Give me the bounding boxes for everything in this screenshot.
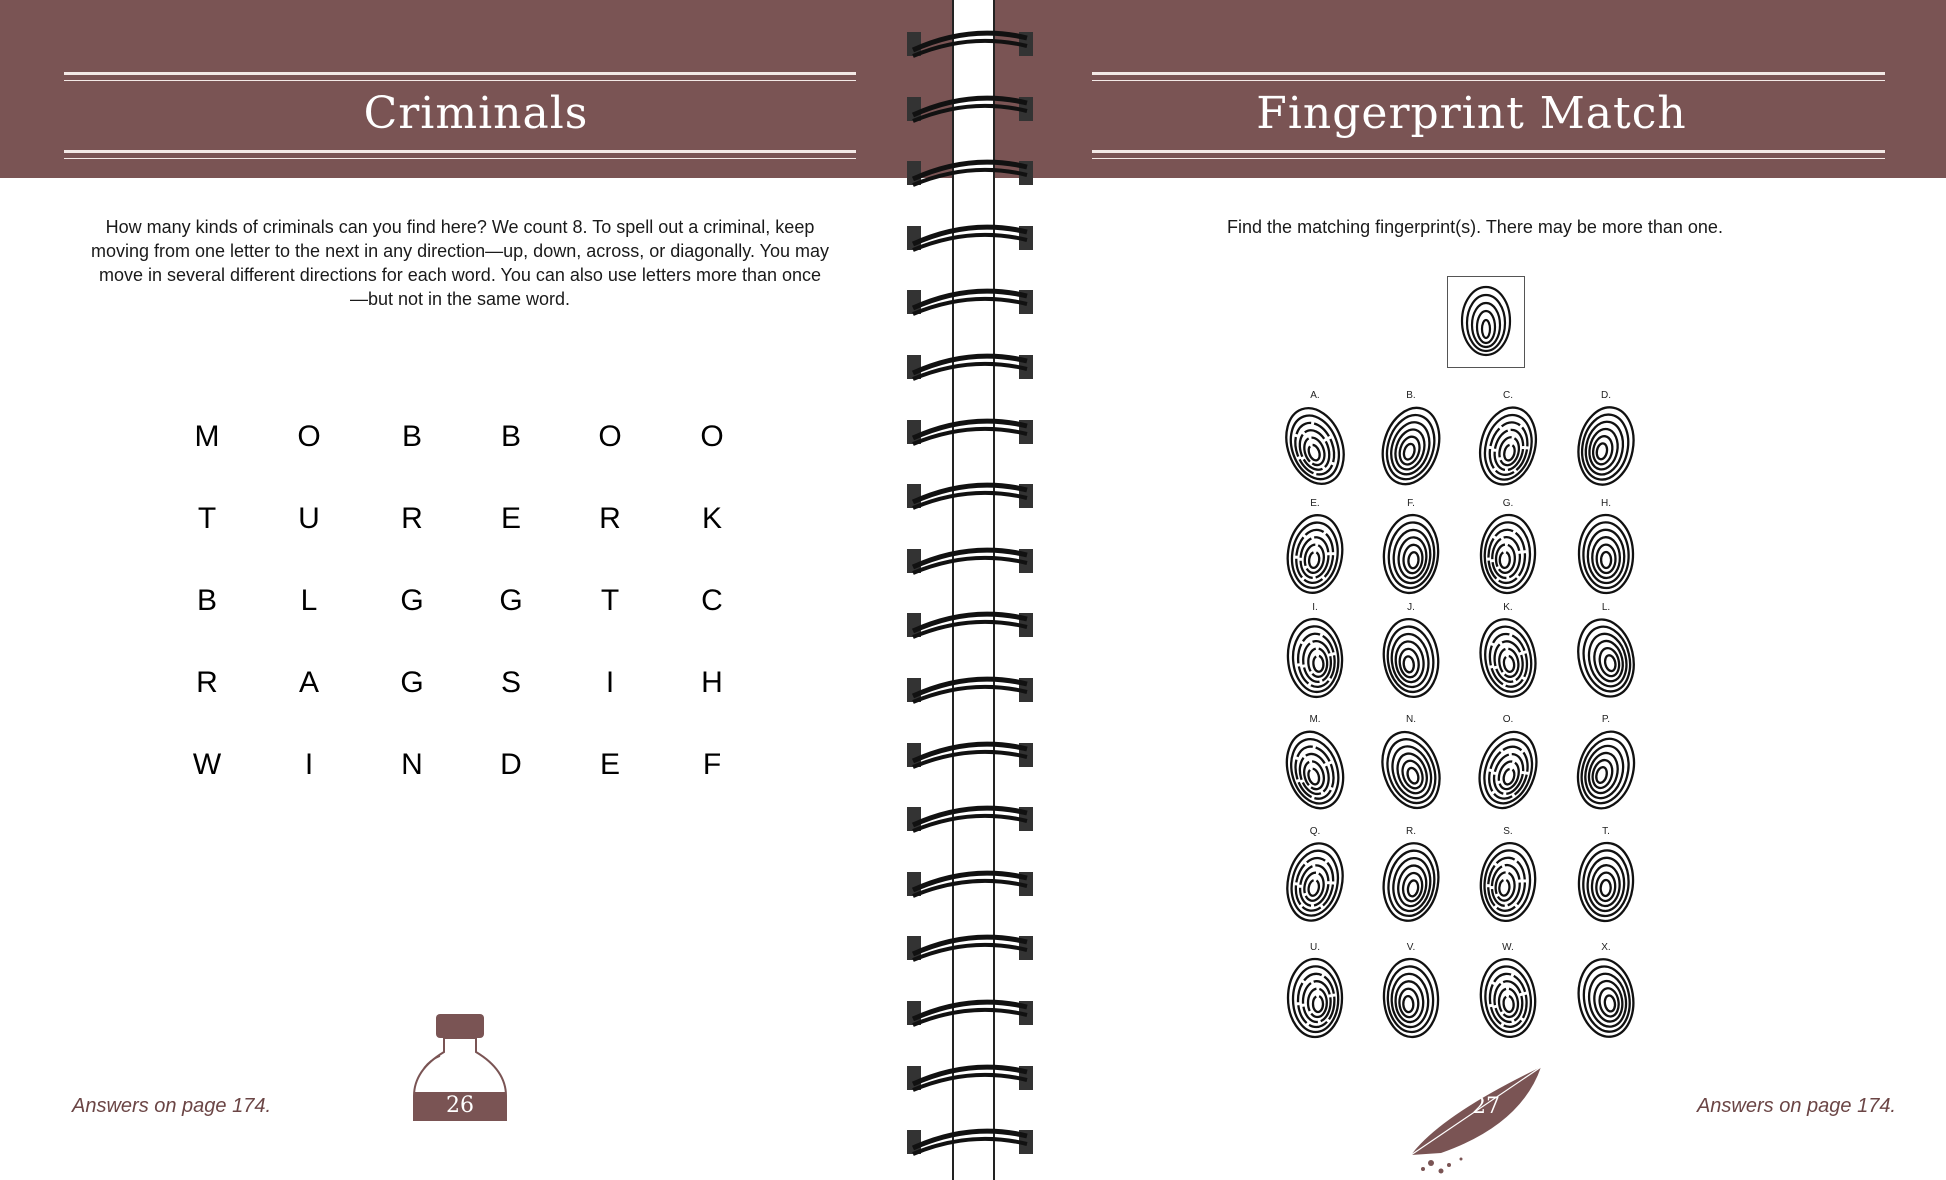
grid-letter: G [499, 584, 523, 617]
fingerprint-label: H. [1601, 498, 1611, 509]
grid-letter: O [297, 420, 321, 453]
fingerprint-icon[interactable] [1576, 956, 1636, 1040]
grid-letter: T [600, 584, 620, 617]
banner-rule [64, 158, 856, 159]
grid-letter: H [701, 666, 723, 699]
spiral-ring [905, 282, 1035, 322]
fingerprint-label: R. [1406, 826, 1416, 837]
quill-feather-icon [1401, 1065, 1551, 1175]
spiral-ring [905, 605, 1035, 645]
fingerprint-icon[interactable] [1576, 616, 1636, 700]
fingerprint-label: E. [1310, 498, 1320, 509]
grid-letter: R [196, 666, 218, 699]
page-title-fingerprint: Fingerprint Match [1256, 88, 1687, 139]
banner-rule [64, 72, 856, 75]
grid-letter: I [605, 666, 615, 699]
fingerprint-label: D. [1601, 390, 1611, 401]
banner-rule [1092, 72, 1885, 75]
banner-rule [64, 150, 856, 153]
fingerprint-label: S. [1503, 826, 1513, 837]
grid-letter: O [700, 420, 724, 453]
grid-letter: L [300, 584, 318, 617]
grid-letter: U [298, 502, 320, 535]
grid-letter: E [599, 748, 620, 781]
fingerprint-icon[interactable] [1381, 956, 1441, 1040]
fingerprint-icon[interactable] [1381, 616, 1441, 700]
fingerprint-icon[interactable] [1285, 404, 1345, 488]
grid-letter: B [401, 420, 422, 453]
fingerprint-icon[interactable] [1478, 840, 1538, 924]
right-page [993, 0, 1946, 1180]
spiral-ring [905, 89, 1035, 129]
spiral-ring [905, 1058, 1035, 1098]
fingerprint-icon[interactable] [1381, 728, 1441, 812]
criminals-instructions: How many kinds of criminals can you find here? We count 8. To spell out a criminal, keep moving from one letter to the next in any direction—up, down, across, or diagonally. You may move in several different directions for each word. You can also use letters more than once—but not in the same word. [90, 217, 830, 309]
grid-letter: R [401, 502, 423, 535]
left-page [0, 0, 954, 1180]
fingerprint-icon[interactable] [1576, 512, 1636, 596]
fingerprint-label: V. [1406, 942, 1416, 953]
fingerprint-label: Q. [1309, 826, 1321, 837]
fingerprint-instructions: Find the matching fingerprint(s). There may be more than one. [1227, 217, 1723, 237]
grid-letter: R [599, 502, 621, 535]
grid-letter: A [298, 666, 319, 699]
fingerprint-label: X. [1601, 942, 1611, 953]
target-fingerprint-frame [1447, 276, 1525, 368]
spiral-ring [905, 541, 1035, 581]
fingerprint-icon[interactable] [1285, 956, 1345, 1040]
fingerprint-label: N. [1406, 714, 1416, 725]
grid-letter: K [701, 502, 722, 535]
grid-letter: O [598, 420, 622, 453]
grid-letter: F [702, 748, 722, 781]
banner-rule [1092, 150, 1885, 153]
fingerprint-icon[interactable] [1478, 956, 1538, 1040]
target-fingerprint-icon [1460, 285, 1512, 357]
fingerprint-icon[interactable] [1285, 512, 1345, 596]
grid-letter: D [500, 748, 522, 781]
spiral-ring [905, 670, 1035, 710]
spiral-ring [905, 993, 1035, 1033]
fingerprint-icon[interactable] [1381, 404, 1441, 488]
grid-letter: G [400, 584, 424, 617]
spiral-ring [905, 799, 1035, 839]
page-title-criminals: Criminals [363, 88, 589, 139]
banner-rule [1092, 80, 1885, 81]
fingerprint-label: K. [1503, 602, 1513, 613]
grid-letter: W [192, 748, 222, 781]
fingerprint-label: W. [1502, 942, 1514, 953]
spiral-ring [905, 928, 1035, 968]
fingerprint-icon[interactable] [1576, 404, 1636, 488]
fingerprint-label: J. [1407, 602, 1415, 613]
fingerprint-label: I. [1312, 602, 1318, 613]
spiral-ring [905, 347, 1035, 387]
grid-letter: B [196, 584, 217, 617]
fingerprint-label: A. [1310, 390, 1320, 401]
spiral-ring [905, 412, 1035, 452]
left-banner [0, 0, 952, 178]
grid-letter: C [701, 584, 723, 617]
fingerprint-label: L. [1601, 602, 1611, 613]
fingerprint-label: U. [1310, 942, 1320, 953]
fingerprint-label: O. [1502, 714, 1514, 725]
spiral-ring [905, 24, 1035, 64]
fingerprint-icon[interactable] [1478, 728, 1538, 812]
fingerprint-label: B. [1406, 390, 1416, 401]
banner-rule [64, 80, 856, 81]
fingerprint-icon[interactable] [1576, 840, 1636, 924]
page-number-left: 26 [446, 1093, 474, 1118]
fingerprint-icon[interactable] [1285, 616, 1345, 700]
grid-letter: N [401, 748, 423, 781]
spiral-ring [905, 1122, 1035, 1162]
fingerprint-icon[interactable] [1478, 404, 1538, 488]
fingerprint-label: G. [1502, 498, 1514, 509]
spiral-ring [905, 218, 1035, 258]
fingerprint-icon[interactable] [1478, 616, 1538, 700]
spiral-ring [905, 153, 1035, 193]
fingerprint-label: F. [1407, 498, 1415, 509]
right-banner [995, 0, 1946, 178]
grid-letter: G [400, 666, 424, 699]
fingerprint-label: T. [1602, 826, 1610, 837]
spiral-ring [905, 476, 1035, 516]
grid-letter: T [197, 502, 217, 535]
grid-letter: M [194, 420, 220, 453]
fingerprint-label: C. [1503, 390, 1513, 401]
answers-note-left: Answers on page 174. [72, 1095, 272, 1117]
answers-note-right: Answers on page 174. [1696, 1095, 1896, 1117]
grid-letter: B [500, 420, 521, 453]
grid-letter: E [500, 502, 521, 535]
grid-letter: S [500, 666, 521, 699]
fingerprint-icon[interactable] [1285, 728, 1345, 812]
grid-letter: I [304, 748, 314, 781]
banner-rule [1092, 158, 1885, 159]
fingerprint-icon[interactable] [1478, 512, 1538, 596]
page-number-right: 27 [1472, 1094, 1500, 1119]
fingerprint-icon[interactable] [1381, 840, 1441, 924]
fingerprint-label: P. [1601, 714, 1611, 725]
fingerprint-icon[interactable] [1381, 512, 1441, 596]
spiral-ring [905, 864, 1035, 904]
spiral-ring [905, 735, 1035, 775]
fingerprint-icon[interactable] [1576, 728, 1636, 812]
fingerprint-icon[interactable] [1285, 840, 1345, 924]
fingerprint-label: M. [1309, 714, 1321, 725]
